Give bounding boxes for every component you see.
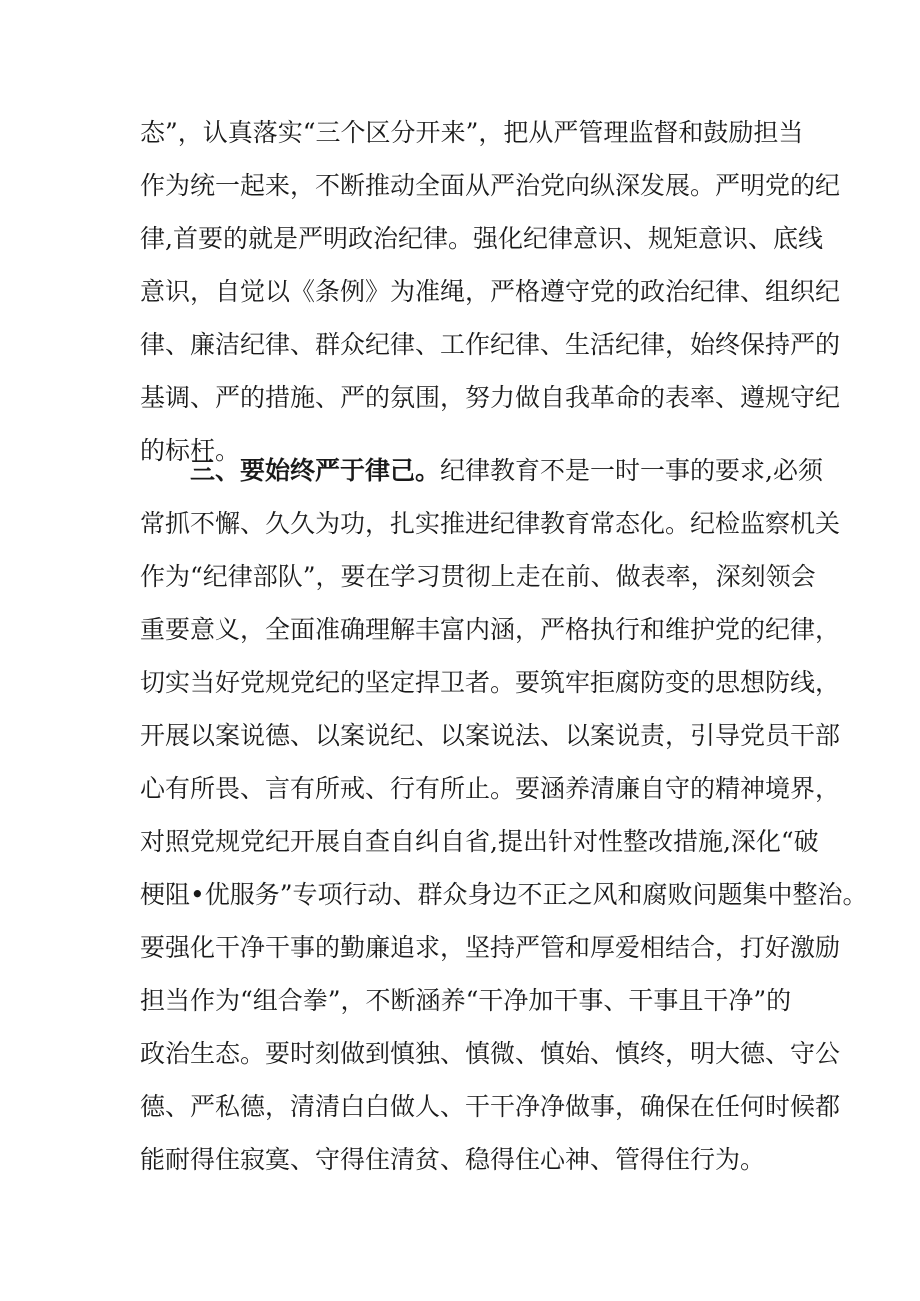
- paragraph-line: 切实当好党规党纪的坚定捍卫者。要筑牢拒腐防变的思想防线，: [140, 668, 841, 697]
- paragraph-2: [140, 444, 868, 1186]
- paragraph-line: 对照党规党纪开展自查自纠自省,提出针对性整改措施,深化“破: [140, 827, 819, 856]
- paragraph-first-line: [140, 444, 823, 497]
- paragraph-line: 态”，认真落实“三个区分开来”，把从严管理监督和鼓励担当: [140, 118, 804, 147]
- paragraph-line: 的标杆。: [140, 436, 241, 465]
- paragraph-line: 常抓不懈、久久为功，扎实推进纪律教育常态化。纪检监察机关: [140, 509, 841, 538]
- paragraph-line: 要强化干净干事的勤廉追求，坚持严管和厚爱相结合，打好激励: [140, 933, 841, 962]
- paragraph-line: 律,首要的就是严明政治纪律。强化纪律意识、规矩意识、底线: [140, 224, 823, 253]
- paragraph-line: 政治生态。要时刻做到慎独、慎微、慎始、慎终，明大德、守公: [140, 1039, 841, 1068]
- paragraph-line: 重要意义，全面准确理解丰富内涵，严格执行和维护党的纪律，: [140, 615, 841, 644]
- paragraph-line: 意识，自觉以《条例》为准绳，严格遵守党的政治纪律、组织纪: [140, 277, 841, 306]
- paragraph-line: 梗阻•优服务”专项行动、群众身边不正之风和腐败问题集中整治。: [140, 880, 868, 909]
- paragraph-line: 开展以案说德、以案说纪、以案说法、以案说责，引导党员干部: [140, 721, 841, 750]
- paragraph-line: 律、廉洁纪律、群众纪律、工作纪律、生活纪律，始终保持严的: [140, 330, 841, 359]
- paragraph-line: 作为“纪律部队”，要在学习贯彻上走在前、做表率，深刻领会: [140, 562, 816, 591]
- section-heading: 三、要始终严于律己。: [190, 456, 441, 485]
- paragraph-1: [140, 106, 841, 477]
- paragraph-line: 德、严私德，清清白白做人、干干净净做事，确保在任何时候都: [140, 1092, 841, 1121]
- paragraph-line: 能耐得住寂寞、守得住清贫、稳得住心神、管得住行为。: [140, 1145, 766, 1174]
- paragraph-line: 担当作为“组合拳”，不断涵养“干净加干事、干事且干净”的: [140, 986, 792, 1015]
- paragraph-line-text: 纪律教育不是一时一事的要求,必须: [440, 456, 823, 485]
- paragraph-line: 作为统一起来，不断推动全面从严治党向纵深发展。严明党的纪: [140, 171, 841, 200]
- paragraph-line: 心有所畏、言有所戒、行有所止。要涵养清廉自守的精神境界，: [140, 774, 841, 803]
- paragraph-line: 基调、严的措施、严的氛围，努力做自我革命的表率、遵规守纪: [140, 383, 841, 412]
